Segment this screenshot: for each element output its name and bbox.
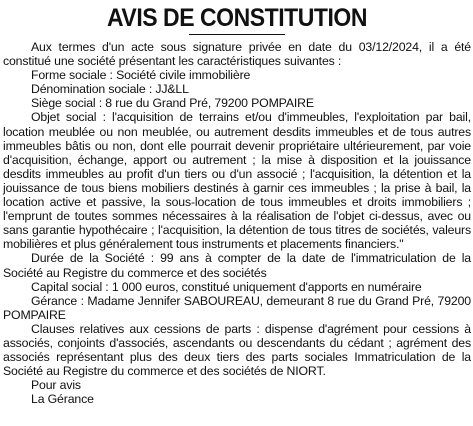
legal-form: Forme sociale : Société civile immobilière [31, 68, 251, 83]
registered-office: Siège social : 8 rue du Grand Pré, 79200 POMPAIRE [31, 96, 314, 111]
company-name: Dénomination sociale : JJ&LL [31, 82, 189, 97]
company-duration: Durée de la Société : 99 ans à compter de la date de l'immatriculation de la Société au Registre du commerce et des sociétés [3, 251, 471, 280]
share-transfer-clauses: Clauses relatives aux cessions de parts : dispense d'agrément pour cessions à associés, conjoints d'associés, ascendants ou descendants du cédant ; agrément des associés représentant plus des deux tiers des parts sociales Immatriculation de la Société au Registre du commerce et des sociétés de NIORT. [3, 321, 471, 379]
closing-pour-avis: Pour avis [31, 378, 81, 393]
intro-paragraph: Aux termes d'un acte sous signature privée en date du 03/12/2024, il a été constitué une société présentant les caractéristiques suivantes : [3, 40, 471, 69]
notice-body [3, 40, 471, 406]
share-capital: Capital social : 1 000 euros, constitué uniquement d'apports en numéraire [31, 279, 422, 294]
corporate-purpose: Objet social : l'acquisition de terrains et/ou d'immeubles, l'exploitation par bail, location meublée ou non meublée, ou autrement desdits immeubles et de tous autres immeubles bâtis ou non, dont elle pourrait devenir propriétaire ultérieurement, par voie d'acquisition, échange, apport ou autrement ; la mise à disposition et la jouissance desdits immeubles au profit d'un tiers ou d'un associé ; l'acquisition, la détention et la jouissance de tous biens mobiliers destinés à garnir ces immeubles ; la prise à bail, la location active et passive, la sous-location de tous immeubles et droits immobiliers ; l'emprunt de toutes sommes nécessaires à la réalisation de l'objet ci-dessus, avec ou sans garantie hypothécaire ; l'acquisition, la détention de tous titres de sociétés, valeurs mobilières et plus généralement tous instruments et placements financiers." [3, 110, 471, 252]
management: Gérance : Madame Jennifer SABOUREAU, demeurant 8 rue du Grand Pré, 79200 POMPAIRE [3, 293, 471, 322]
title-underline [189, 34, 285, 35]
signatory: La Gérance [31, 392, 94, 407]
notice-title: AVIS DE CONSTITUTION [106, 4, 367, 32]
